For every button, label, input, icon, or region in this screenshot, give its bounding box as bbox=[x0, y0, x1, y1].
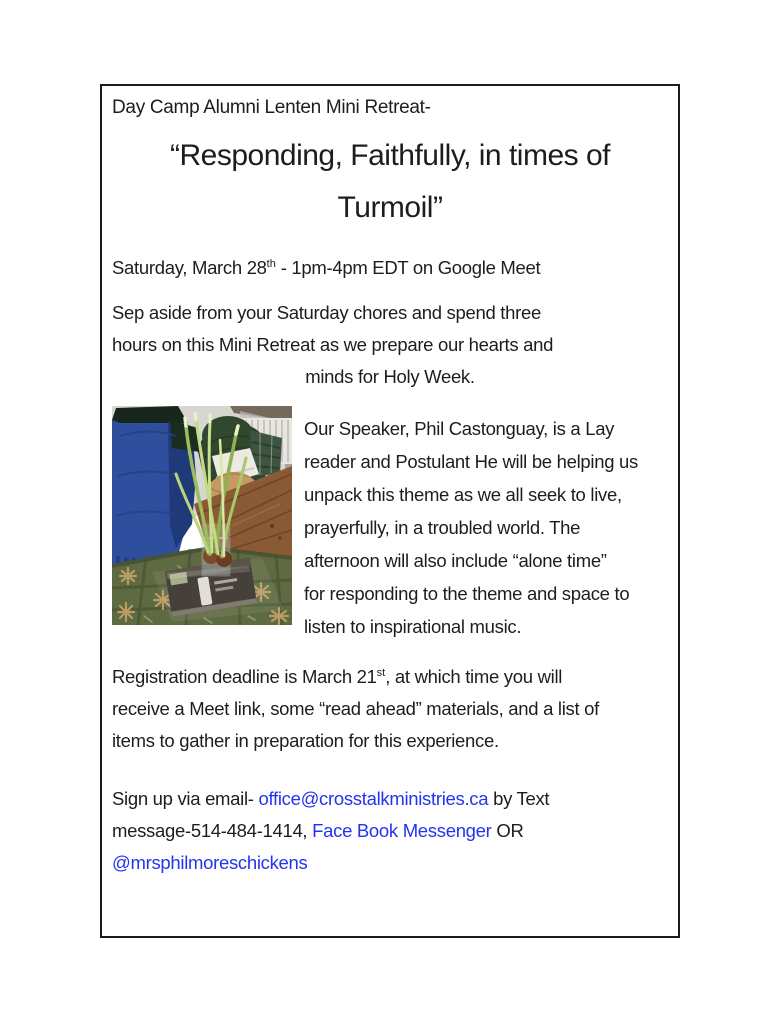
intro-line: Sep aside from your Saturday chores and spend three bbox=[112, 302, 541, 323]
registration-line: receive a Meet link, some “read ahead” materials, and a list of bbox=[112, 698, 600, 719]
date-prefix: Saturday, March 28 bbox=[112, 257, 267, 278]
registration-paragraph bbox=[112, 657, 668, 757]
signup-line bbox=[112, 783, 668, 815]
speaker-line: afternoon will also include “alone time” bbox=[304, 550, 607, 571]
signup-text: by Text bbox=[488, 788, 550, 809]
living-room-photo bbox=[112, 406, 292, 625]
intro-paragraph bbox=[112, 297, 668, 393]
facebook-messenger-link[interactable]: Face Book Messenger bbox=[312, 820, 492, 841]
signup-text: Sign up via email- bbox=[112, 788, 259, 809]
flyer-border-frame bbox=[100, 84, 680, 938]
registration-ordinal-superscript: st bbox=[376, 667, 386, 679]
signup-text: OR bbox=[491, 820, 524, 841]
photo-and-speaker-row bbox=[112, 406, 668, 643]
event-title-line-2: Turmoil” bbox=[337, 191, 443, 224]
signup-line bbox=[112, 815, 668, 847]
signup-text: message-514-484-1414, bbox=[112, 820, 313, 841]
speaker-line: prayerfully, in a troubled world. The bbox=[304, 517, 581, 538]
registration-line: items to gather in preparation for this experience. bbox=[112, 730, 499, 751]
speaker-line: Our Speaker, Phil Castonguay, is a Lay bbox=[304, 418, 615, 439]
speaker-line: listen to inspirational music. bbox=[304, 616, 522, 637]
registration-prefix: Registration deadline is March 21 bbox=[112, 666, 377, 687]
date-ordinal-superscript: th bbox=[266, 258, 276, 270]
signup-paragraph bbox=[112, 783, 668, 879]
speaker-line: reader and Postulant He will be helping us bbox=[304, 451, 638, 472]
event-title bbox=[112, 130, 668, 234]
room-photo-illustration bbox=[112, 406, 292, 625]
date-suffix: - 1pm-4pm EDT on Google Meet bbox=[275, 257, 541, 278]
speaker-line: for responding to the theme and space to bbox=[304, 583, 630, 604]
registration-line bbox=[112, 657, 668, 693]
signup-line bbox=[112, 847, 668, 879]
speaker-paragraph bbox=[304, 406, 638, 643]
intro-line: hours on this Mini Retreat as we prepare our hearts and bbox=[112, 334, 554, 355]
registration-suffix: , at which time you will bbox=[385, 666, 563, 687]
social-handle-link[interactable]: @mrsphilmoreschickens bbox=[112, 852, 308, 873]
speaker-line: unpack this theme as we all seek to live, bbox=[304, 484, 622, 505]
date-line bbox=[112, 248, 668, 284]
email-link[interactable]: office@crosstalkministries.ca bbox=[258, 788, 489, 809]
header-line: Day Camp Alumni Lenten Mini Retreat- bbox=[112, 97, 431, 118]
event-title-line-1: “Responding, Faithfully, in times of bbox=[170, 139, 610, 172]
intro-line-centered: minds for Holy Week. bbox=[305, 366, 475, 387]
